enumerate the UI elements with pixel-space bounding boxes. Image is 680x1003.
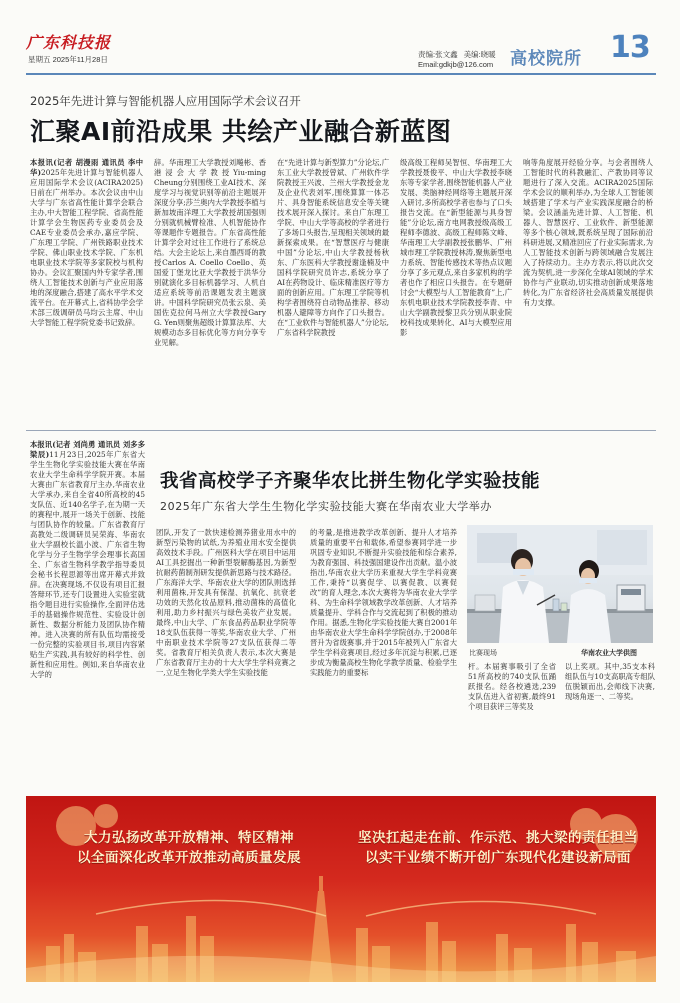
section-title: 高校院所 xyxy=(510,49,582,69)
designer-name: 美编:晓暖 xyxy=(463,50,496,59)
city-skyline-illustration xyxy=(26,796,656,982)
editor-name: 责编:张文鑫 xyxy=(418,50,458,59)
slogan-right-line-2: 以实干业绩不断开创广东现代化建设新局面 xyxy=(365,850,631,866)
article1-kicker: 2025年先进计算与智能机器人应用国际学术会议召开 xyxy=(30,94,301,108)
article1-column-1 xyxy=(30,158,143,358)
masthead-rule xyxy=(26,73,656,75)
article1-headline: 汇聚AI前沿成果 共绘产业融合新蓝图 xyxy=(30,117,452,146)
article2-headline: 我省高校学子齐聚华农比拼生物化学实验技能 xyxy=(160,471,541,492)
article2-column-4: 杆。本届赛事吸引了全省51所高校的740支队伍踊跃报名。经各校遴选,239支队伍进入省初赛,最终91个项目获评三等奖及 xyxy=(468,662,556,711)
article1-column-text: 2025年先进计算与智能机器人应用国际学术会议(ACIRA2025)日前在广州举办。本次会议由中山大学与广东省高性能计算学会联合主办,中大智能工程学院、省高性能计算学会生物医药专业委员会及CAE专业委员会承办,嘉应学院、广东理工学院、广州铁路职业技术学院、佛山职业技术学院、广东机电职业技术学院等多家院校与机构协办。会议汇聚国内外专家学者,围绕人工智能技术创新与产业应用落地的深度融合,搭建了高水平学术交流平台。在开幕式上,省科协学会学术部三级调研员马均云主席、中山大学智能工程学院党委书记致辞。 xyxy=(30,168,143,327)
article2-column-5: 以上奖项。其中,35支本科组队伍与10支高职高专组队伍脱颖而出,会师线下决赛,现场角逐一、二等奖。 xyxy=(565,662,655,701)
article2-column-text: 11月23日,2025年广东省大学生生物化学实验技能大赛在华南农业大学生命科学学院开赛。本届大赛由广东省教育厅主办,华南农业大学承办,来自全省40所高校的45支队伍、近140名学子,在为期一天的赛程中,展开一场关于创新、技能与团队协作的较量。广东省教育厅高教处二级调研员吴荣海、华南农业大学副校长温小波、广东省生物化学与分子生物学学会理事长高国全、广东省生物科学教学指导委员会秘书长程思源等出席开幕式并致辞。在决赛现场,不仅设有项目汇报答辩环节,还专门设置进入实验室就指令题目进行实验操作,全面评估选手的基础操作规范性、实验设计创新性、数据分析能力及团队协作精神。进入决赛的所有队伍均需接受一份完整的实验项目书,项目内容紧贴生产实践,具有较好的科学性、创新性和应用性。例如,来自华南农业大学的 xyxy=(30,450,145,679)
masthead xyxy=(26,30,656,70)
article1-column-5: 响等角度展开经验分享。与会者围绕人工智能时代的科教融汇、产教协同等议题进行了深入交流。ACIRA2025国际学术会议的顺利举办,为全球人工智能领域搭建了学术与产业实践深度融合的桥梁。会议涵盖先进计算、人工智能、机器人、智慧医疗、工业软件、新型能源等多个核心领域,既系统呈现了国际前沿科研进展,又精准回应了行业实际需求,为人工智能技术创新与跨领域融合发展注入了持续动力。主办方表示,将以此次交流为契机,进一步深化全球AI领域的学术协作与产业联动,切实推动创新成果落地转化,为广东省经济社会高质量发展提供有力支撑。 xyxy=(523,158,653,307)
slogan-banner xyxy=(26,796,656,982)
photo-credit: 华南农业大学供图 xyxy=(581,649,637,657)
lab-scene-illustration xyxy=(467,525,653,643)
photo-caption: 比赛现场 xyxy=(469,649,497,657)
article2-column-1 xyxy=(30,440,145,782)
slogan-right-line-1: 坚决扛起走在前、作示范、挑大梁的责任担当 xyxy=(358,830,638,846)
article1-column-3: 在“先进计算与新型算力”分论坛,广东工业大学教授曾斌、广州软件学院教授王兴波、兰州大学教授金龙及企业代表刘军,围绕算算一体芯片、具身智能系统信息安全等关键技术展开深入探讨。来自广东理工学院、中山大学等高校的学者进行了多场口头报告,呈现相关领域的最新探索成果。在“智慧医疗与健康中国”分论坛,中山大学教授杨秋东、广东医科大学教授谢逢楠及中国科学院研究员许志,系统分享了AI在药物设计、临床精准医疗等方面的创新应用。广东理工学院等机构学者围绕符自动物品推荐、移动机器人避障等方向作了口头报告。在“工业软件与智能机器人”分论坛,广东省科学院教授 xyxy=(277,158,389,337)
slogan-right xyxy=(348,828,648,868)
article-divider xyxy=(26,430,656,431)
newspaper-logo: 广东科技报 xyxy=(26,33,112,52)
article2-column-2: 团队,开发了一款快速检测养猪业用水中的新型污染物的试纸,为养殖业用水安全提供高效技术手段。广州医科大学在项目中运用AI工具挖掘出一种新型裂解酶基因,为新型抗耐药菌制剂研发提供新思路与技术路径。广东海洋大学、华南农业大学的团队则选择利用菌株,开发具有保湿、抗氧化、抗衰老功效的天然化妆品原料,推动菌株的高值化利用,助力乡村振兴与绿色美妆产业发展。最终,中山大学、广东食品药品职业学院等18支队伍获得一等奖,华南农业大学、广州中南职业技术学院等27支队伍获得二等奖。省教育厅相关负责人表示,本次大赛是广东省教育厅主办的十大大学生学科竞赛之一,立足生物化学类大学生实验技能 xyxy=(156,528,296,677)
article2-column-3: 的考量,是推进教学改革创新、提升人才培养质量的重要平台和载体,希望参赛同学进一步巩固专业知识,不断提升实验技能和综合素养,为教育强国、科技强国建设作出贡献。温小波指出,华南农业大学历来重视大学生学科竞赛工作,秉持“以赛促学、以赛促教、以赛促改”的育人理念,本次大赛将为华南农业大学学科、为生命科学领域教学改革创新、人才培养质量提升、学科合作与交流起到了积极的推动作用。据悉,生物化学实验技能大赛自2001年由华南农业大学生命科学学院创办,于2008年晋升为省级赛事,并于2015年被列入广东省大学生学科竞赛项目,经过多年沉淀与积累,已逐步成为衡量高校生物化学教学质量、检验学生实践能力的重要标 xyxy=(310,528,457,677)
article2-byline: 本报讯(记者 刘尚勇 通讯员 刘多多 梁辰) xyxy=(30,440,145,459)
article1-column-2: 辞。华南理工大学教授刘飚彬、香港浸会大学教授Yiu-ming Cheung分别围绕工业AI技术、深度学习与视觉识别等前沿主题展开深度分享;莎兰奥内大学教授李植与新加坡南洋理工大学教授胡国强则分别就机械臂检准、人机智能协作等课题作专题报告。广东省高性能计算学会对过往工作进行了系统总结。大会主论坛上,来自墨西哥的教授Carlos A. Coello Coello、英国爱丁堡龙比亚大学教授于洪华分别就演化多目标机器学习、人机自适应系统等前沿课题发表主题演讲。中国科学院研究员张云泉、美国佐克拉何马州立大学教授Gary G. Yen则聚焦超级计算算法库、大规模动态多目标优化等方向分享专业见解。 xyxy=(154,158,266,347)
article1-column-4: 级高级工程师吴智恒、华南理工大学教授聂俊平、中山大学教授李晓东等专家学者,围绕智能机器人产业发展、类脑神经网络等主题展开深入研讨,多所高校学者也参与了口头报告交流。在“新型能源与具身智能”分论坛,南方电网教授级高级工程师李德波、高级工程师陈文峰、华南理工大学副教授张鹏华、广州城市理工学院教授林涛,聚焦新型电力系统、智能传感技术等热点议题分享了多元观点,来自多家机构的学者也作了相应口头报告。在专题研讨会“大模型与人工智能教育”上,广东机电职业技术学院教授李青、中山大学副教授黎卫兵分别从职业院校科技成果转化、AI与大模型应用影 xyxy=(400,158,512,337)
slogan-left xyxy=(44,828,334,868)
article2-subheadline: 2025年广东省大学生生物化学实验技能大赛在华南农业大学举办 xyxy=(160,500,492,513)
article1-byline: 本报讯(记者 胡漫雨 通讯员 李中华) xyxy=(30,158,143,177)
page-number: 13 xyxy=(610,30,650,65)
competition-photo xyxy=(467,525,653,643)
issue-date: 星期五 2025年11月28日 xyxy=(28,55,108,64)
slogan-left-line-1: 大力弘扬改革开放精神、特区精神 xyxy=(84,830,294,846)
email-address: Email:gdkjb@126.com xyxy=(418,60,494,69)
slogan-left-line-2: 以全面深化改革开放推动高质量发展 xyxy=(77,850,301,866)
editor-info xyxy=(418,50,502,70)
